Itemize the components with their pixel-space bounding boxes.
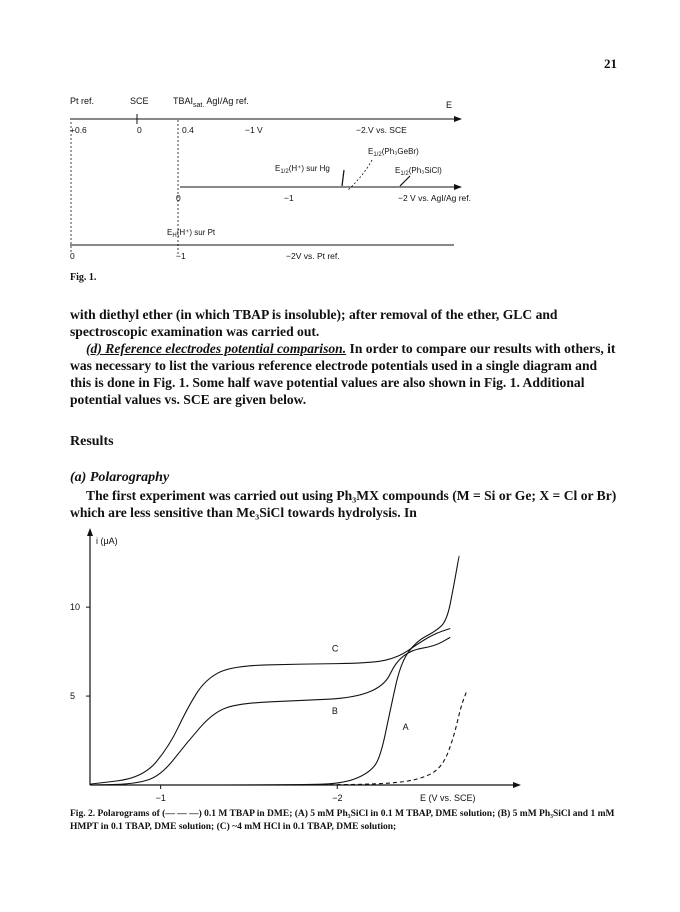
x-tick-label: −1 [155, 793, 166, 803]
figure-1-caption: Fig. 1. [70, 272, 97, 283]
tick-04: 0.4 [182, 125, 194, 135]
y-tick-label: 5 [70, 691, 76, 702]
label-sce: SCE [130, 96, 149, 106]
x-axis-arrow [513, 782, 521, 788]
polarography-subheading: (a) Polarography [70, 470, 170, 485]
page-number: 21 [604, 56, 617, 71]
x-tick-label: −2 [332, 793, 343, 803]
annot-h-pt: $E_H(H^+)$ sur Pt [167, 228, 216, 239]
series-line-C [90, 628, 450, 784]
paragraph-2-body: In order to compare our results with others, it was necessary to list the various reference electrode potentials used in a single diagram and this is done in Fig. 1. Some half wave potential values are also shown in Fig. 1. Additional potential values vs. SCE are given below. [70, 341, 616, 407]
tick-agi-minus2: −2 V vs. AgI/Ag ref. [398, 193, 471, 203]
tick-0: 0 [137, 125, 142, 135]
tick-pt-minus1: −1 [176, 251, 186, 261]
series-line-A [90, 556, 459, 785]
tick-minus2v-sce: −2.V vs. SCE [356, 125, 407, 135]
tick-agi-0: 0 [176, 193, 181, 203]
curve-label-B: B [331, 705, 338, 716]
annot-ge: $E_{1/2}(Ph_3GeBr)$ [368, 147, 419, 158]
paragraph-2-lead: (d) Reference electrodes potential comparison. [86, 341, 347, 356]
curve-label-C: C [331, 643, 339, 654]
tick-minus1v: −1 V [245, 125, 263, 135]
results-heading: Results [70, 434, 114, 449]
annot-h-hg: $E_{1/2}(H^+)$ sur Hg [275, 164, 330, 175]
tick-agi-minus1: −1 [284, 193, 294, 203]
y-axis-arrow [87, 528, 93, 536]
paragraph-2 [70, 340, 618, 408]
annot-si: $E_{1/2}(Ph_3SiCl)$ [395, 166, 442, 177]
tick-pt-0: 0 [70, 251, 75, 261]
figure-1-diagram [0, 0, 680, 300]
tick-pt-minus2: −2V vs. Pt ref. [286, 251, 340, 261]
label-e-axis: E [446, 100, 453, 110]
y-tick-label: 10 [70, 602, 81, 613]
label-tbai: $TBAI_{sat.}$ AgI/Ag ref. [173, 96, 249, 109]
curve-label-A: A [402, 721, 409, 732]
figure-2-caption: Fig. 2. Polarograms of (— — —) 0.1 M TBAP in DME; (A) 5 mM Ph₃SiCl in 0.1 M TBAP, DME solution; (B) 5 mM Ph₃SiCl and 1 mM HMPT in 0.1 TBAP, DME solution; (C) ~4 mM HCl in 0.1 TBAP, DME solution; [70, 809, 615, 832]
axis-arrow [454, 116, 462, 122]
paragraph-1: with diethyl ether (in which TBAP is insoluble); after removal of the ether, GLC and spectroscopic examination was carried out. [70, 307, 558, 339]
label-pt-ref: Pt ref. [70, 96, 95, 106]
x-axis-label: E (V vs. SCE) [420, 793, 476, 803]
series-line-B [90, 637, 450, 785]
tick-plus06: +0.6 [70, 125, 87, 135]
paragraph-3: The first experiment was carried out using Ph₃MX compounds (M = Si or Ge; X = Cl or Br) which are less sensitive than Me₃SiCl towards hydrolysis. In [70, 488, 617, 520]
figure-2-polarogram-chart [0, 520, 680, 805]
y-axis-label: i (μA) [96, 536, 118, 546]
